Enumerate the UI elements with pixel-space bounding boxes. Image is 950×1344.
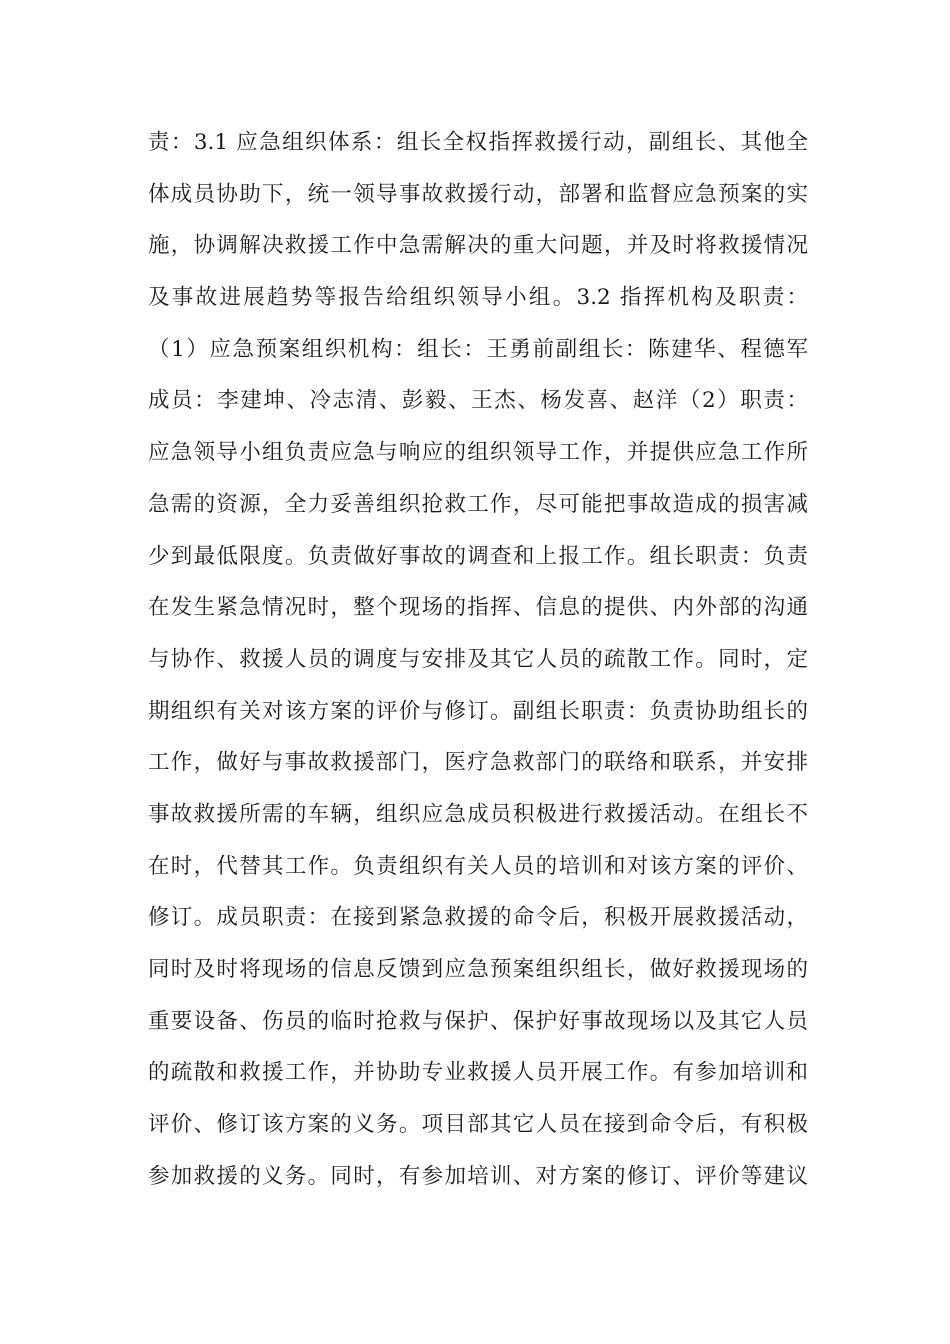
- text-line: 与协作、救援人员的调度与安排及其它人员的疏散工作。同时，定: [148, 646, 808, 672]
- text-line: 参加救援的义务。同时，有参加培训、对方案的修订、评价等建议: [148, 1163, 808, 1189]
- text-line: 事故救援所需的车辆，组织应急成员积极进行救援活动。在组长不: [148, 801, 808, 827]
- body-text: [148, 117, 808, 1202]
- text-line: 及事故进展趋势等报告给组织领导小组。3.2 指挥机构及职责：: [148, 285, 808, 311]
- text-line: 工作，做好与事故救援部门，医疗急救部门的联络和联系，并安排: [148, 750, 808, 776]
- text-line: （1）应急预案组织机构：组长：王勇前副组长：陈建华、程德军: [148, 336, 808, 362]
- text-line: 重要设备、伤员的临时抢救与保护、保护好事故现场以及其它人员: [148, 1008, 808, 1034]
- text-line: 在发生紧急情况时，整个现场的指挥、信息的提供、内外部的沟通: [148, 595, 808, 621]
- text-line: 的疏散和救援工作，并协助专业救援人员开展工作。有参加培训和: [148, 1060, 808, 1086]
- text-line: 修订。成员职责：在接到紧急救援的命令后，积极开展救援活动，: [148, 905, 808, 931]
- text-line: 体成员协助下，统一领导事故救援行动，部署和监督应急预案的实: [148, 181, 808, 207]
- text-line: 同时及时将现场的信息反馈到应急预案组织组长，做好救援现场的: [148, 957, 808, 982]
- text-line: 应急领导小组负责应急与响应的组织领导工作，并提供应急工作所: [148, 440, 808, 466]
- text-line: 成员：李建坤、冷志清、彭毅、王杰、杨发喜、赵洋（2）职责：: [148, 388, 808, 414]
- text-line: 在时，代替其工作。负责组织有关人员的培训和对该方案的评价、: [148, 853, 808, 879]
- text-line: 急需的资源，全力妥善组织抢救工作，尽可能把事故造成的损害减: [148, 491, 808, 517]
- text-line: 评价、修订该方案的义务。项目部其它人员在接到命令后，有积极: [148, 1112, 808, 1138]
- text-line: 责：3.1 应急组织体系：组长全权指挥救援行动，副组长、其他全: [148, 130, 808, 155]
- text-line: 施，协调解决救援工作中急需解决的重大问题，并及时将救援情况: [148, 233, 808, 259]
- text-line: 期组织有关对该方案的评价与修订。副组长职责：负责协助组长的: [148, 698, 808, 724]
- text-line: 少到最低限度。负责做好事故的调查和上报工作。组长职责：负责: [148, 543, 808, 569]
